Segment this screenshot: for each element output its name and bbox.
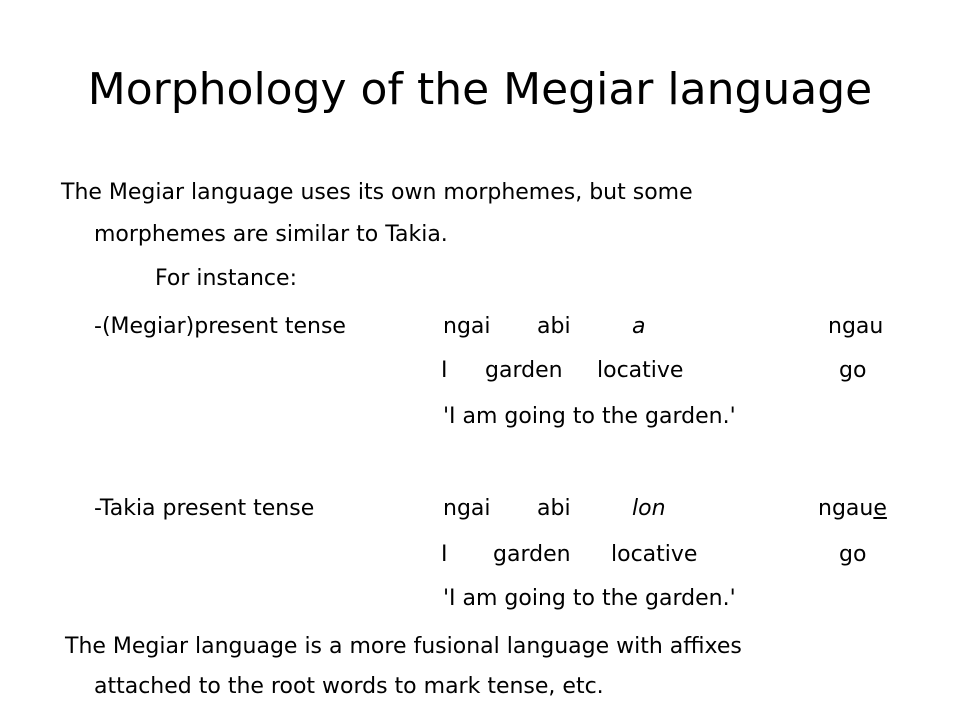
megiar-gloss-4: go <box>839 358 867 383</box>
megiar-gloss-1: I <box>441 358 448 383</box>
takia-gloss-2: garden <box>493 542 571 567</box>
takia-gloss-4: go <box>839 542 867 567</box>
megiar-gloss-3: locative <box>597 358 684 383</box>
intro-line-2: morphemes are similar to Takia. <box>94 222 448 247</box>
takia-word-4 <box>818 492 887 526</box>
slide-title: Morphology of the Megiar language <box>87 64 873 115</box>
takia-word-1: ngai <box>443 496 491 521</box>
intro-line-1: The Megiar language uses its own morphemes, but some <box>61 180 693 205</box>
takia-gloss-3: locative <box>611 542 698 567</box>
megiar-gloss-2: garden <box>485 358 563 383</box>
takia-word-3: lon <box>632 496 666 521</box>
takia-word-4-root: ngau <box>818 496 874 521</box>
conclusion-line-2: attached to the root words to mark tense, etc. <box>94 674 604 699</box>
conclusion-line-1: The Megiar language is a more fusional language with affixes <box>65 634 742 659</box>
instance-label: For instance: <box>155 266 297 291</box>
takia-translation: 'I am going to the garden.' <box>443 586 736 611</box>
takia-gloss-1: I <box>441 542 448 567</box>
megiar-word-4: ngau <box>828 314 884 339</box>
megiar-label: -(Megiar)present tense <box>94 314 346 339</box>
takia-label: -Takia present tense <box>94 496 315 521</box>
takia-word-2: abi <box>537 496 571 521</box>
megiar-word-1: ngai <box>443 314 491 339</box>
megiar-word-3: a <box>632 314 646 339</box>
takia-word-4-suffix: e <box>873 496 887 521</box>
megiar-word-2: abi <box>537 314 571 339</box>
megiar-translation: 'I am going to the garden.' <box>443 404 736 429</box>
